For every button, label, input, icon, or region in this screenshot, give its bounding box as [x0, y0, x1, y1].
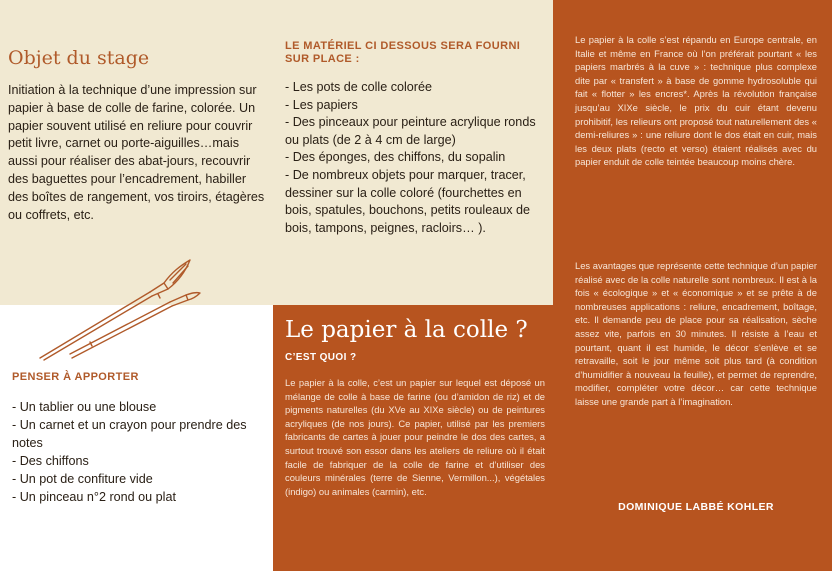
papier-subtitle: C’EST QUOI ? [285, 352, 357, 363]
penser-list [12, 398, 270, 506]
materiel-title: LE MATÉRIEL CI DESSOUS SERA FOURNI SUR PLACE : [285, 40, 521, 65]
objet-title: Objet du stage [8, 47, 150, 69]
penser-item: - Un tablier ou une blouse [12, 400, 157, 414]
penser-title: PENSER À APPORTER [12, 371, 139, 383]
materiel-item: - Les pots de colle colorée [285, 80, 433, 94]
penser-item: - Un carnet et un crayon pour prendre des notes [12, 418, 247, 450]
materiel-item: - Les papiers [285, 97, 358, 112]
papier-title: Le papier à la colle ? [285, 317, 528, 343]
materiel-item: - Des éponges, des chiffons, du sopalin [285, 150, 506, 165]
papier-body: Le papier à la colle, c’est un papier sur lequel est déposé un mélange de colle à base de farine (ou d’amidon de riz) et de pigments naturelles (du XVe au XIXe siècle) ou de peintures acryliques (de nos jours). Ce papier, utilisé par les premiers fabricants de cartes à jouer pour peindre le dos des cartes, a surtout trouvé son essor dans les ateliers de reliure où il était facile de fabriquer de la colle de farine et d’utiliser des couleurs minérales (terre de Sienne, Vermillon...), végétales (indigo) ou animales (carmin), etc. [285, 377, 545, 497]
materiel-list [285, 79, 547, 237]
materiel-item: - De nombreux objets pour marquer, tracer, dessiner sur la colle coloré (fourchettes en bois, spatules, bouchons, petits rouleaux de bois, tampons, peignes, racloirs… ). [285, 167, 531, 235]
penser-item: - Un pot de confiture vide [12, 472, 153, 486]
author-name: DOMINIQUE LABBÉ KOHLER [618, 501, 774, 513]
penser-item: - Un pinceau n°2 rond ou plat [12, 490, 176, 504]
paintbrushes-illustration [30, 252, 205, 362]
advantages-paragraph: Les avantages que représente cette technique d’un papier réalisé avec de la colle naturelle sont nombreux. Il est à la fois « écologique » et « économique » et se prête à de nombreuses applications : reliure, encadrement, boîtage, etc. Il demande peu de place pour sa réalisation, sèche assez vite, parfois en 30 minutes. Il résiste à l’eau et pourtant, quant il est humide, le décor s’enlève et se retravaille, soit le jour même soit plus tard (à condition d’humidifier à nouveau la feuille), et permet de reprendre, modifier, compléter votre décor… car cette technique laisse une grande part à l’imagination. [575, 260, 817, 407]
materiel-item: - Des pinceaux pour peinture acrylique ronds ou plats (de 2 à 4 cm de large) [285, 115, 536, 147]
objet-body: Initiation à la technique d’une impression sur papier à base de colle de farine, colorée. Un papier souvent utilisé en reliure pour couvrir petit livre, carnet ou porte-aiguilles…mais aussi pour réaliser des abat-jours, recouvrir des baguettes pour l’encadrement, habiller des boîtes de rangement, vos tiroirs, étagères ou coffrets, etc. [8, 83, 265, 222]
history-paragraph: Le papier à la colle s’est répandu en Europe centrale, en Italie et même en France où l’on préférait pourtant « les papiers marbrés à la cuve » : technique plus complexe dite par « transfert » à base de gomme hydrosoluble qui fait « flotter » les encres*. Après la révolution française jusqu’au XIXe siècle, le prix du cuir étant devenu prohibitif, les relieurs ont proposé tout naturellement des « demi-reliures » : une reliure dont le dos était en cuir, mais les deux plats (recto et verso) étaient réalisés avec du papier enduit de colle teintée beaucoup moins chère. [575, 34, 817, 168]
penser-item: - Des chiffons [12, 454, 89, 468]
